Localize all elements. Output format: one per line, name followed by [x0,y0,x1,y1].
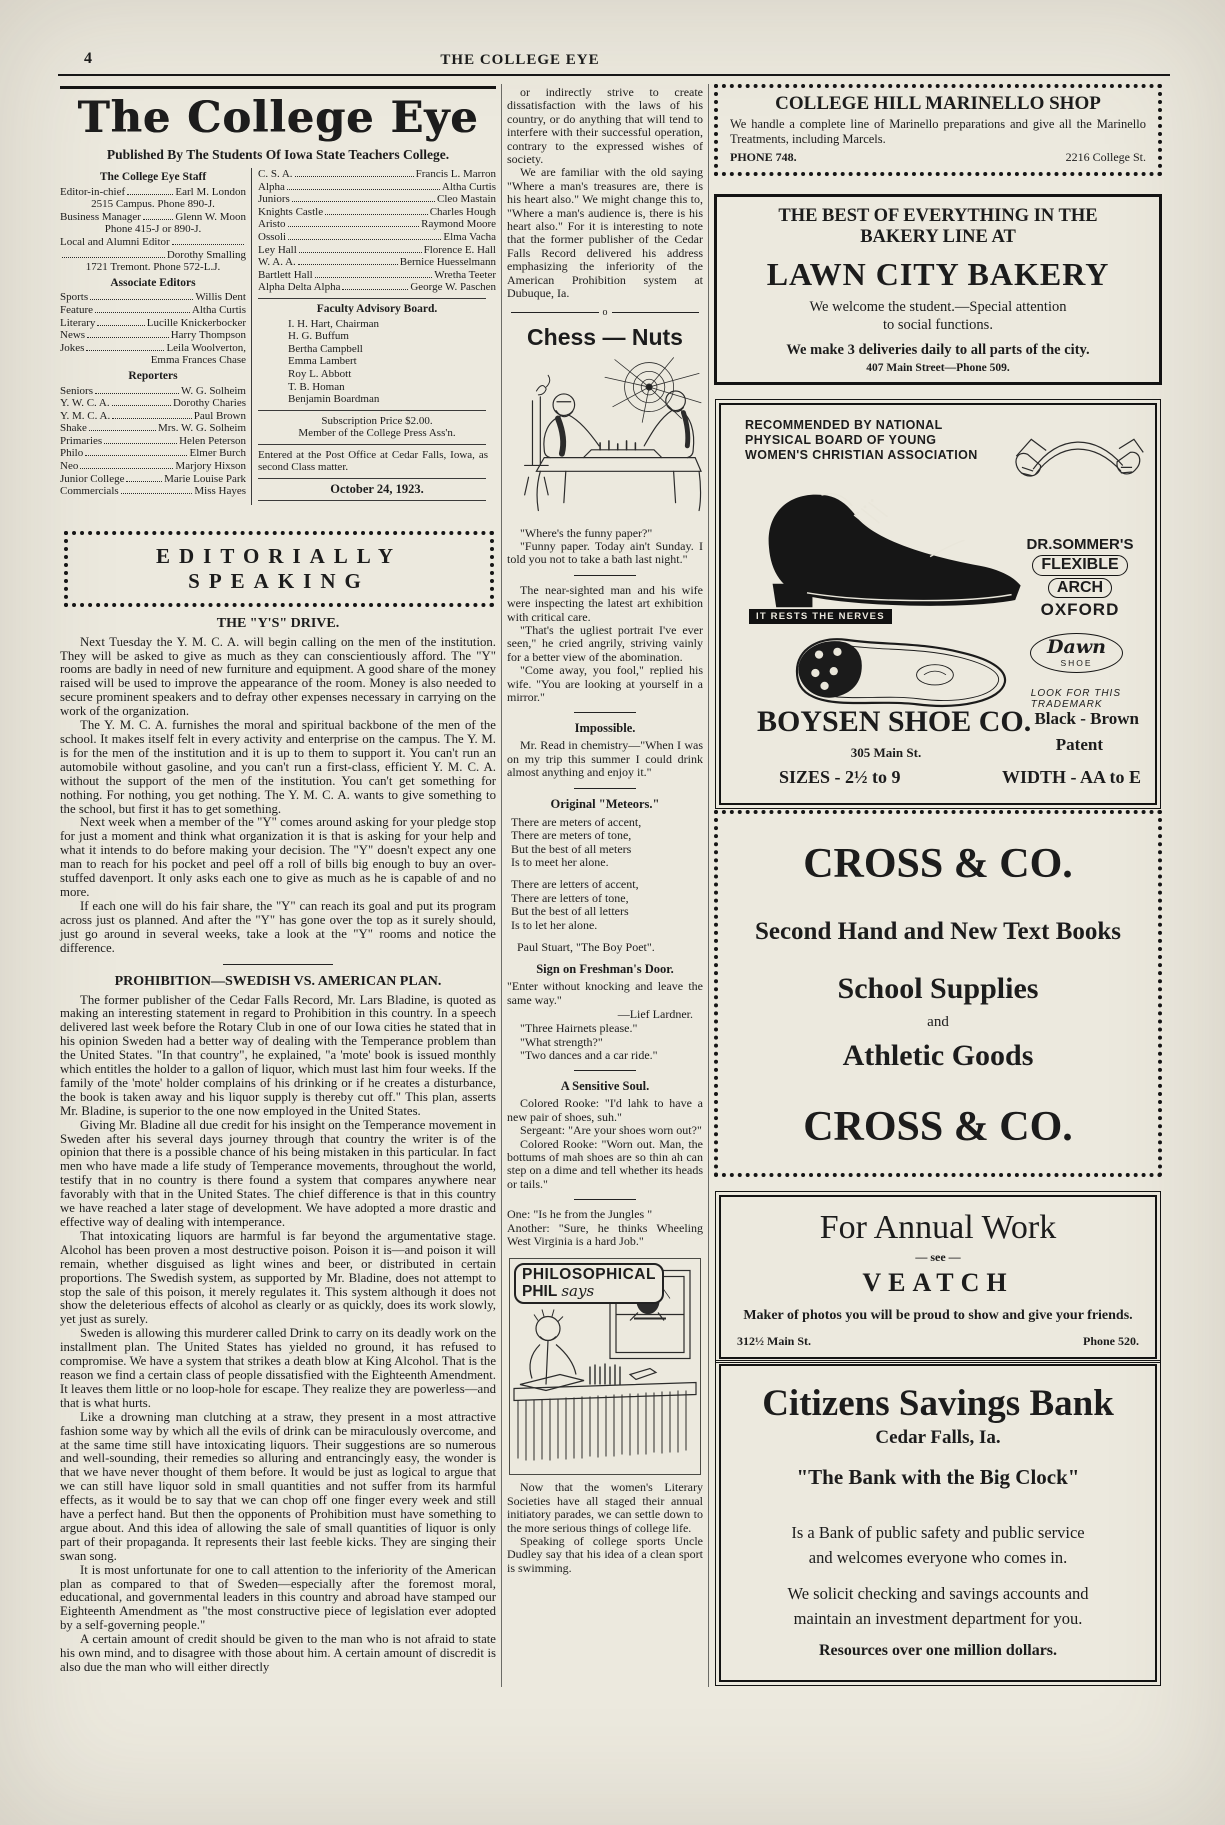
joke-rule [574,712,636,713]
ad-business-name: CROSS & CO. [803,840,1073,887]
dot-leader [112,418,192,419]
shoe-widths: WIDTH - AA to E [1001,766,1141,787]
joke-line: Another: "Sure, he thinks Wheeling West Virginia is a hard Job." [507,1220,703,1249]
staff-name: Wretha Teeter [434,268,496,281]
ad-marinello-shop [714,84,1162,176]
staff-role: Editor-in-chief [60,185,126,198]
staff-line [60,186,246,199]
chess-cartoon-illustration [507,351,703,527]
editorial-heading-ys-drive: THE "Y'S" DRIVE. [216,615,340,631]
address: 312½ Main St. [737,1333,812,1348]
faculty-member: Bertha Campbell [288,342,363,355]
paragraph: "That's the ugliest portrait I've ever seen," he cried angrily, striving vainly for a better view of the abomination. [507,622,703,664]
staff-name: Earl M. London [175,185,246,198]
rule [258,410,486,411]
brand-line: DR.SOMMER'S [1026,535,1134,553]
sensitive-soul-heading: A Sensitive Soul. [560,1079,650,1094]
dot-leader [143,219,173,220]
note-line: TRADEMARK [1030,699,1103,711]
ad-body: We welcome the student.—Special attention [809,298,1067,315]
staff-line [60,447,246,460]
staff-line [60,354,246,367]
ad-body: We handle a complete line of Marinello preparations and give all the Marinello Treatments, including Marcels. [730,117,1146,146]
ad-business-name: Citizens Savings Bank [762,1382,1114,1424]
ad-slogan: "The Bank with the Big Clock" [796,1464,1080,1489]
caption-line: "Funny paper. Today ain't Sunday. I told you not to take a bath last night." [507,538,703,567]
editorial-paragraph: That intoxicating liquors are harmful is far beyond the argumentative stage. Alcohol has been proven a most destructive poison. Poison it is—and poison it will remain, whether disguised as light wines and beer, or distributed in certain proportions. The Swedish system, as supported by Mr. Bladine, does not attempt to stop the sale of this poison, it merely regulates it. This system although it does not show the deleterious effects of alcohol as clearly or as quickly, does its work slowly, yet just as surely. [60,1228,496,1327]
dot-leader [299,252,422,253]
staff-role: Sports [60,291,89,304]
dot-leader [287,189,440,190]
editorial-paragraph: The former publisher of the Cedar Falls Record, Mr. Lars Bladine, is quoted as making an interesting statement in regard to Prohibition in this country. In a speech delivered last week before the Rotary Club in one of our Iowa cities he stated that in his opinion Sweden had a better way of dealing with the Temperance problem than the United States. "In that country", he explained, "a 'mote' book is issued monthly which entitles the holder to a gallon of liquor, which must last him four weeks. If the family of the 'mote' holder complains of his drinking or if he creates a disturbance, the book is taken away and his liquor supply is thereby cut off." This plan, asserts Mr. Bladine, is superior to the one now employed in the United States. [60,992,496,1118]
joke-line: "Two dances and a car ride." [520,1047,658,1062]
ad-city: Cedar Falls, Ia. [875,1426,1001,1448]
poem-line: But the best of all letters [511,904,629,919]
dot-leader [126,481,162,482]
staff-name: Raymond Moore [421,218,496,231]
section-rule [223,964,333,965]
org-name: Alpha Delta Alpha [258,281,341,294]
org-name: Ossoli [258,230,287,243]
brand-line: ARCH [1048,578,1112,599]
reporters-list [60,385,246,498]
org-name: C. S. A. [258,168,293,180]
brand-line: OXFORD [1040,600,1120,620]
columns [60,84,1162,1687]
editorial-paragraph: If each one will do his fair share, the "Y" can reach its goal and put its program across just os planned. And after the "Y" has gone over the top as it surely should, just go around in several weeks, take a look at the "Y" rooms and notice the difference. [60,898,496,955]
poem-line: There are meters of accent, [511,814,642,829]
staff-name: Mrs. W. G. Solheim [157,422,246,435]
joke-rule [574,1199,636,1200]
bubble-word: PHIL [522,1282,558,1300]
shoe-sizes: SIZES - 2½ to 9 [779,766,901,787]
joke-rule [574,575,636,576]
staff-name: Dorothy Smalling [166,248,246,261]
staff-role: Shake [60,422,87,435]
page-number: 4 [84,50,92,67]
dot-leader [80,468,173,469]
paragraph: Colored Rooke: "Worn out. Man, the bottums of mah shoes are so thin ah can step on a dime and tell whether its heads or tails." [507,1136,703,1191]
dot-leader [112,405,171,406]
divider-line [612,312,700,313]
rule [258,478,486,479]
staff-line [60,435,246,448]
poem-line: There are meters of tone, [511,828,632,843]
staff-name: Bernice Huesselmann [399,256,496,269]
recommendation-line: PHYSICAL BOARD OF YOUNG [745,432,937,447]
nearsighted-joke [507,584,703,705]
staff-heading: The College Eye Staff [99,171,207,183]
paragraph: "Come away, you fool," replied his wife. "You are looking at yourself in a mirror." [507,663,703,704]
staff-role: Seniors [60,384,93,397]
staff-name: Marjory Hixson [175,460,246,473]
entered-notice: Entered at the Post Office at Cedar Falls, Iowa, as second Class matter. [258,448,488,474]
staff-line [258,269,496,282]
dot-leader [121,493,193,494]
ad-body: to social functions. [883,316,993,333]
ad-resources: Resources over one million dollars. [818,1642,1058,1660]
dot-leader [172,244,244,245]
dot-leader [62,257,165,258]
editorial-continuation [507,86,703,301]
faculty-member: Benjamin Boardman [288,393,380,406]
dot-leader [86,350,164,351]
recommendation-line: WOMEN'S CHRISTIAN ASSOCIATION [745,447,978,462]
staff-line [258,206,496,219]
staff-role: Primaries [60,434,103,447]
ad-body-line: maintain an investment department for you. [793,1609,1083,1629]
staff-line [258,231,496,244]
ad-business-name: CROSS & CO. [803,1103,1073,1150]
section-divider [507,307,703,318]
dot-leader [315,277,433,278]
chess-nuts-title: Chess — Nuts [527,323,683,350]
faculty-member: H. G. Buffum [288,330,349,343]
ad-tagline: THE BEST OF EVERYTHING IN THE [778,206,1098,226]
ad-business-name: BOYSEN SHOE CO. [757,704,1032,738]
philosophical-phil-cartoon [509,1258,701,1475]
staff-name: Helen Peterson [179,434,246,447]
dr-sommers-block [1017,537,1143,620]
dot-leader [95,393,179,394]
dot-leader [85,455,187,456]
staff-name: Altha Curtis [441,180,496,193]
faculty-member: Emma Lambert [288,355,357,368]
dot-leader [342,289,408,290]
chess-caption [507,527,703,567]
subscription-line: Subscription Price $2.00. [321,414,433,427]
ad-veatch-photos [719,1195,1157,1359]
ad-line: Second Hand and New Text Books [754,917,1122,945]
staff-line [60,410,246,423]
dot-leader [288,226,420,227]
rule [258,500,486,501]
paragraph: We are familiar with the old saying "Where a man's treasures are, there is his heart also." We might change this to, "Where a man's audience is, there is his heart also." For it is interesting to note that the former publisher of the Cedar Falls Record delivered his address emphasizing the inferiority of the American Prohibition system at Dubuque, Ia. [507,165,703,301]
staff-name: Elmer Burch [189,447,246,460]
staff-name: Harry Thompson [170,329,246,342]
running-title: THE COLLEGE EYE [440,52,600,68]
ad-body [741,1581,1135,1632]
poem-line: There are letters of tone, [511,890,629,905]
staff-name: Miss Hayes [194,485,246,498]
staff-role: Business Manager [60,210,141,223]
editorial-paragraph: Next Tuesday the Y. M. C. A. will begin calling on the men of the institution. They will be asked to give as much as they can conscientiously afford. The "Y" rooms are badly in need of new furniture and equipment. A good share of the money raised will be used to improve the appearance of the room. Money is also needed to secure prominent speakers and to defray other expenses necessary in carrying on the work of the organization. [60,634,496,719]
staff-role: Commercials [60,485,119,498]
joke-line: "Three Hairnets please." [520,1021,638,1036]
staff-role: Jokes [60,341,85,354]
staff-line [60,422,246,435]
staff-name: Marie Louise Park [164,472,246,485]
middle-column [507,84,703,1687]
impossible-text: Mr. Read in chemistry—"When I was on my trip this summer I could drink almost anything and enjoy it." [507,738,703,780]
look-for-trademark-note [1031,688,1121,711]
staff-name: Florence E. Hall [423,243,496,256]
ad-see: — see — [915,1249,961,1264]
editorial-paragraph: Next week when a member of the "Y" comes around asking for your pledge stop for just a moment and think what organization it is that is asking for your help and what it intends to do before making your decision. The "Y" doesn't expect any one man to reach for his pocket and peel off a roll of bills big enough to buy an over-stuffed davenport. It only asks each one to give as much as he is capable of and no more. [60,815,496,899]
membership-line: Member of the College Press Ass'n. [298,427,456,440]
ad-body: Maker of photos you will be proud to show and give your friends. [743,1307,1133,1323]
phil-speech-bubble [514,1263,664,1304]
staff-line [258,244,496,257]
column-rule [501,84,502,1687]
organizations-list [258,168,496,294]
ad-title: COLLEGE HILL MARINELLO SHOP [775,93,1101,114]
ad-contact-row [730,150,1146,165]
oxford-shoe-drawing [743,457,1043,629]
rule [258,298,486,299]
org-name: Knights Castle [258,205,324,218]
org-name: W. A. A. [258,256,296,269]
dot-leader [295,176,414,177]
dot-leader [90,299,193,300]
staff-line [60,236,246,249]
address: 305 Main St. [850,744,922,760]
joke-rule [574,788,636,789]
closing-notes [507,1481,703,1575]
dot-leader [288,239,441,240]
staff-name: Altha Curtis [191,303,246,316]
staff-role: Neo [60,460,79,473]
left-column [60,84,496,1687]
poem-attribution: Paul Stuart, "The Boy Poet". [517,940,655,955]
ad-business-name: LAWN CITY BAKERY [766,255,1110,292]
staff-name: Lucille Knickerbocker [146,316,246,329]
faculty-member: Roy L. Abbott [288,367,352,380]
dot-leader [87,337,169,338]
staff-name: Francis L. Marron [415,168,496,180]
it-rests-the-nerves-label: IT RESTS THE NERVES [749,609,892,624]
dot-leader [104,443,177,444]
poem-line: Is to meet her alone. [511,855,609,870]
shoe-finish: Black - Brown [1034,708,1139,728]
staff-line [60,329,246,342]
jungles-joke [507,1208,703,1248]
poem-line: There are letters of accent, [511,876,639,891]
staff-line [60,291,246,304]
dot-leader [89,430,156,431]
shoe-finish: Patent [1055,734,1103,754]
editorial-paragraph: Giving Mr. Bladine all due credit for his insight on the Temperance movement in Sweden after his several days journey through that country the writer is of the opinion that there is a possible chance of his being mistaken in this particular. In fact men who have made a life study of Temperance movements, throughout the world, testify that in no country is there found a system that compares anywhere near favorably with that in the United States. The chief difference is that in this country we have reached a later stage of development. We have adopted a more drastic and effective way of dealing with intemperance. [60,1117,496,1229]
bubble-word: says [561,1281,595,1300]
rule [258,444,486,445]
faculty-board-heading: Faculty Advisory Board. [316,302,438,315]
ad-contact-row [737,1334,1139,1349]
ad-body-line: and welcomes everyone who comes in. [808,1548,1068,1568]
ad-citizens-savings-bank [719,1364,1157,1682]
staff-line [60,460,246,473]
phone: Phone 520. [1082,1333,1139,1348]
staff-role: Literary [60,316,96,329]
dawn-shoe-trademark [1030,633,1123,673]
editorial-ys-drive-body [60,636,496,956]
paragraph: Speaking of college sports Uncle Dudley say that his idea of a clean sport is swimming. [507,1534,703,1575]
staff-line [60,485,246,498]
staff-line [258,281,496,294]
staff-line [258,181,496,194]
paragraph: Sergeant: "Are your shoes worn out?" [520,1123,702,1138]
ad-body-line: We solicit checking and savings accounts and [787,1583,1089,1603]
ad-line: Athletic Goods [842,1038,1034,1072]
ad-lawn-city-bakery [714,194,1162,385]
divider-ornament: o [602,306,608,318]
editorial-paragraph: Sweden is allowing this murderer called Drink to carry on its deadly work on the installment plan. The United States has yielded no ground, it has refused to compromise. We have a system that strikes a death blow at King Alcohol. That is the reason we find a certain class of people dissatisfied with the Eighteenth Amendment. It leaves them little or no loop-hole for escape. They realize they are powerless—and that is what hurts. [60,1326,496,1410]
staff-line [258,168,496,181]
joke-line: One: "Is he from the Jungles " [507,1207,653,1222]
banner-text: EDITORIALLY SPEAKING [155,543,403,593]
editorial-prohibition-body [60,994,496,1675]
staff-name: Paul Brown [193,409,246,422]
door-signature: —Lief Lardner. [617,1007,693,1022]
joke-rule [574,1070,636,1071]
staff-box [60,168,496,505]
staff-name: Willis Dent [195,291,246,304]
staff-role: Y. W. C. A. [60,397,110,410]
staff-role: Junior College [60,472,125,485]
associate-editors-list [60,291,246,354]
ad-boysen-shoe [719,403,1157,805]
org-name: Juniors [258,193,290,206]
meteors-heading: Original "Meteors." [550,796,660,811]
editorially-speaking-banner [64,531,494,607]
header-rule [58,74,1170,76]
staff-line [258,218,496,231]
masthead-rule [60,86,496,89]
ad-line: and [927,1013,949,1030]
staff-line [258,193,496,206]
dot-leader [325,214,428,215]
org-name: Bartlett Hall [258,268,313,281]
trademark-sub: SHOE [1060,657,1093,668]
staff-name: Elma Vacha [443,230,496,243]
staff-name: Cleo Mastain [437,193,496,206]
paragraph: or indirectly strive to create dissatisfaction with the laws of his country, or do anything that will tend to interfere with their successful operation, contrary to the expressed wishes of society. [507,85,703,167]
bubble-line [522,1281,656,1300]
associate-editors-heading: Associate Editors [110,276,196,289]
note-line: LOOK FOR THIS [1030,687,1121,699]
editorial-paragraph: The Y. M. C. A. furnishes the moral and spiritual backbone of the men of the school. It makes itself felt in every activity and enterprise on the campus. The Y. M. is for the men of the institution and it is up to them to support it. You can't run an automobile without gasoline, and you can't run a first-class, efficient Y. M. C. A. without the support of the men of the institution. You can't get something for nothing. For nothing, you get nothing. The Y. M. C. A. wants to give something to the school, but first it has to get something. [60,718,496,816]
dot-leader [97,325,144,326]
bubble-line: PHILOSOPHICAL [522,1266,656,1284]
staff-box-right [251,168,496,505]
impossible-heading: Impossible. [574,721,636,736]
editorial-heading-prohibition: PROHIBITION—SWEDISH VS. AMERICAN PLAN. [114,973,442,989]
dot-leader [292,201,435,202]
caption-line: "Where's the funny paper?" [520,525,653,540]
staff-line [60,397,246,410]
staff-name: Glenn W. Moon [175,210,246,223]
staff-subline: 2515 Campus. Phone 890-J. [91,198,215,211]
ad-headline: For Annual Work [819,1208,1057,1246]
staff-box-left [60,168,251,505]
staff-name: Emma Frances Chase [150,354,246,367]
staff-name: Dorothy Charies [172,397,246,410]
freshman-door-heading: Sign on Freshman's Door. [536,962,674,977]
ad-cross-and-co [714,810,1162,1177]
faculty-member: T. B. Homan [288,380,345,393]
column-rule [708,84,709,1687]
ad-body [741,1520,1135,1571]
editorial-paragraph: It is most unfortunate for one to call attention to the inferiority of the American plan as compared to that of Sweden—especially after the foremost moral, educational, and governmental leaders in this country and abroad have stamped our Eighteenth Amendment as "the most constructive piece of legislation ever adopted by a self-governing people." [60,1562,496,1633]
paragraph: Now that the women's Literary Societies have all staged their annual initiatory parades, we can settle down to the more serious things of college life. [507,1480,703,1535]
staff-role: Philo [60,447,84,460]
trademark-name: Dawn [1047,635,1106,658]
paragraph: Colored Rooke: "I'd lahk to have a new pair of shoes, suh." [507,1096,703,1124]
staff-line [60,304,246,317]
chess-players-drawing [507,351,703,527]
door-sign-text: "Enter without knocking and leave the same way." [507,979,703,1007]
sensitive-soul-joke [507,1097,703,1191]
staff-line [258,256,496,269]
brand-line: FLEXIBLE [1032,555,1127,576]
org-name: Aristo [258,218,286,231]
staff-line [60,342,246,355]
staff-line [60,211,246,224]
joke-line: "What strength?" [520,1034,603,1049]
poem-line: Is to let her alone. [511,917,598,932]
ads-column [714,84,1162,1687]
staff-role: Feature [60,303,93,316]
poem-stanza [507,878,703,932]
staff-line [60,385,246,398]
address: 2216 College St. [1065,150,1146,164]
staff-name: Leila Woolverton, [166,341,246,354]
dot-leader [298,264,398,265]
phone: PHONE 748. [730,150,797,164]
editorial-paragraph: Like a drowning man clutching at a straw, they present in a most attractive fashion some way by which all the evils of drink can be miraculously overcome, and at the same time still have intoxicating liquors. Their suggestions are so numerous and well-sounding, their remedies so alluring and entrancingly easy, the wonder is that we have never thought of them before. It would be just as logical to argue that we can still have liquor sold in small quantities and not suffer from its harmful effects, as it would be to say that we can chop off one finger every week and still have a perfect hand. But then the opponents of Prohibition must have something to argue about. And this idea of allowing the sale of small quantities of liquor is only part of their propaganda. It represents their last feeble kicks. They are singing their swan song. [60,1409,496,1563]
staff-role: News [60,329,86,342]
published-by-line: Published By The Students Of Iowa State Teachers College. [106,147,450,162]
staff-line [60,249,246,262]
staff-subline: 1721 Tremont. Phone 572-L.J. [85,261,221,274]
hairnets-joke [507,1022,703,1062]
staff-role: Local and Alumni Editor [60,235,170,248]
staff-name: George W. Paschen [410,281,496,294]
org-name: Alpha [258,180,285,193]
divider-line [511,312,599,313]
paragraph: The near-sighted man and his wife were inspecting the latest art exhibition with critical care. [507,582,703,624]
ad-deliveries: We make 3 deliveries daily to all parts of the city. [786,341,1090,358]
dot-leader [95,312,190,313]
ad-body-line: Is a Bank of public safety and public service [791,1522,1085,1542]
reporters-heading: Reporters [128,369,178,382]
editorial-paragraph: A certain amount of credit should be given to the man who is not afraid to state his own mind, and to disagree with those about him. A certain amount of discredit is also due the man who will either directly [60,1632,496,1674]
address: 407 Main Street—Phone 509. [866,361,1010,374]
staff-role: Y. M. C. A. [60,409,111,422]
recommendation-line: RECOMMENDED BY NATIONAL [745,417,943,432]
ad-line: School Supplies [837,971,1039,1005]
dot-leader [127,194,173,195]
poem-line: But the best of all meters [511,841,632,856]
masthead-title: The College Eye [77,93,479,143]
ad-business-name: VEATCH [862,1267,1014,1297]
staff-name: Charles Hough [429,205,496,218]
poem-stanza [507,816,703,870]
staff-name: W. G. Solheim [181,384,246,397]
faculty-list [258,318,496,406]
staff-line [60,317,246,330]
staff-subline: Phone 415-J or 890-J. [104,223,202,236]
org-name: Ley Hall [258,243,297,256]
ad-tagline: BAKERY LINE AT [860,227,1016,248]
issue-date: October 24, 1923. [330,482,424,497]
faculty-member: I. H. Hart, Chairman [288,317,380,330]
staff-line [60,473,246,486]
